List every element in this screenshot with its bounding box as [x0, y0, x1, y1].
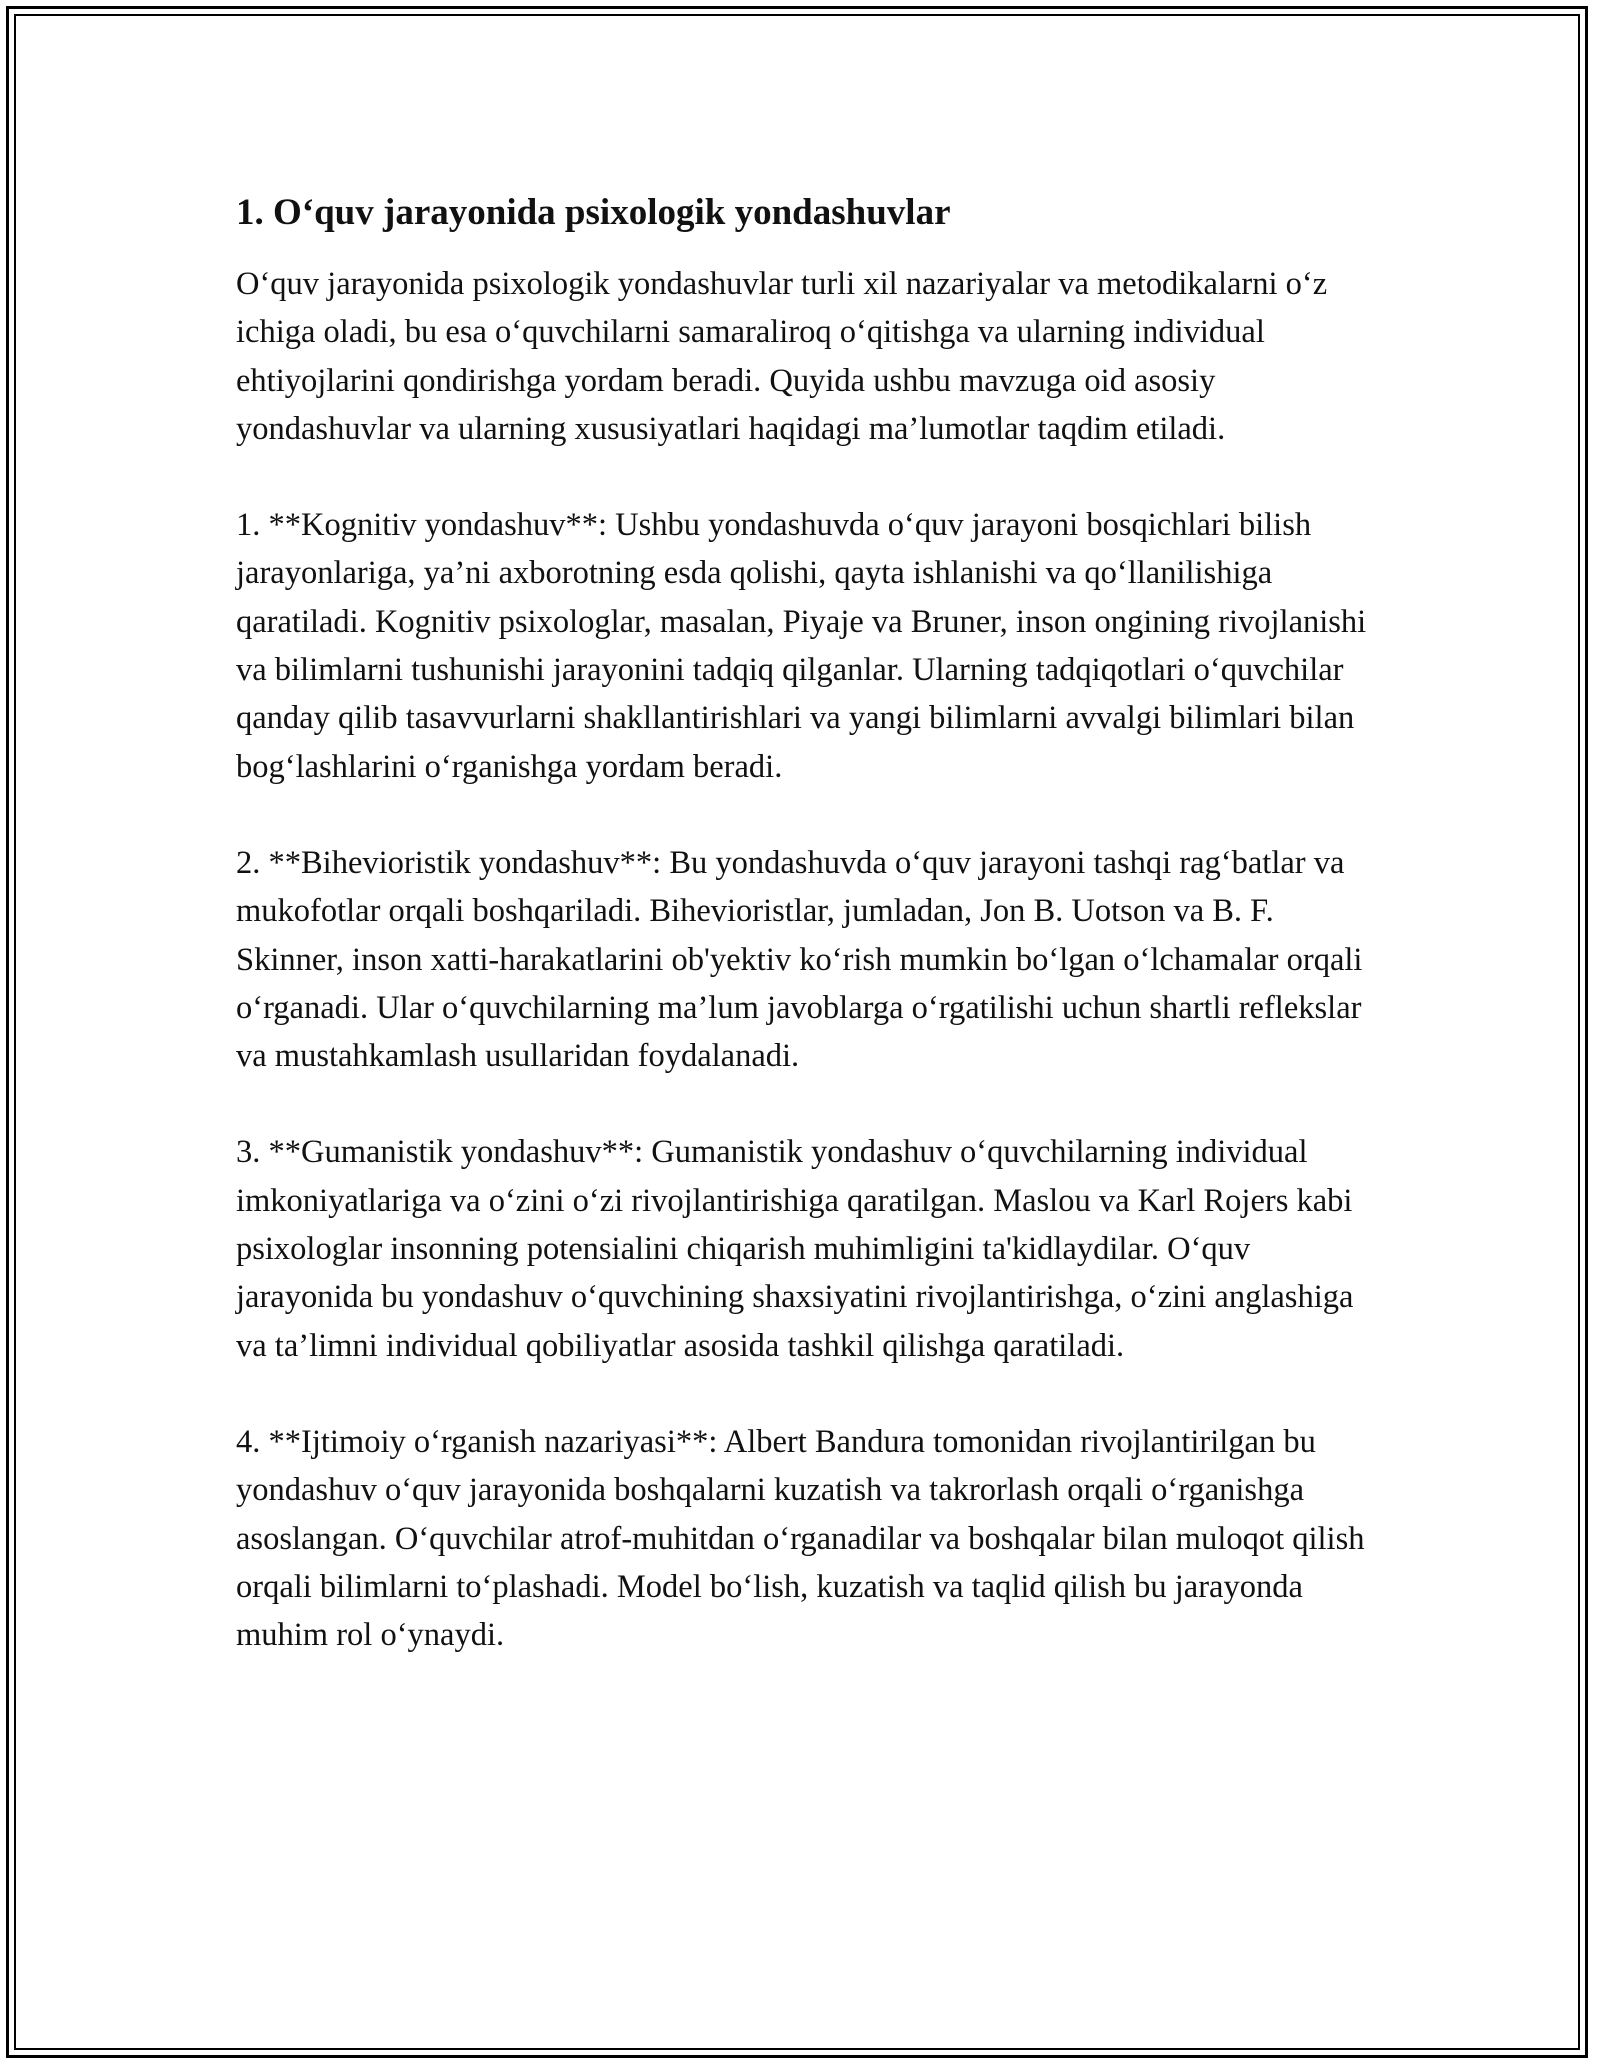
social-learning-theory-paragraph: 4. **Ijtimoiy o‘rganish nazariyasi**: Albert Bandura tomonidan rivojlantirilgan bu yondashuv o‘quv jarayonida boshqalarni kuzatish va takrorlash orqali o‘rganishga asoslangan. O‘quvchilar atrof-muhitdan o‘rganadilar va boshqalar bilan muloqot qilish orqali bilimlarni to‘plashadi. Model bo‘lish, kuzatish va taqlid qilish bu jarayonda muhim rol o‘ynaydi.: [236, 1423, 1365, 1654]
document-body: [236, 188, 1371, 1659]
cognitive-approach-paragraph: 1. **Kognitiv yondashuv**: Ushbu yondashuvda o‘quv jarayoni bosqichlari bilish jarayonlariga, ya’ni axborotning esda qolishi, qayta ishlanishi va qo‘llanilishiga qaratiladi. Kognitiv psixologlar, masalan, Piyaje va Bruner, inson ongining rivojlanishi va bilimlarni tushunishi jarayonini tadqiq qilganlar. Ularning tadqiqotlari o‘quvchilar qanday qilib tasavvurlarni shakllantirishlari va yangi bilimlarni avvalgi bilimlari bilan bog‘lashlarini o‘rganishga yordam beradi.: [236, 507, 1367, 785]
humanistic-approach-paragraph: 3. **Gumanistik yondashuv**: Gumanistik yondashuv o‘quvchilarning individual imkoniyatlariga va o‘zini o‘zi rivojlantirishiga qaratilgan. Maslou va Karl Rojers kabi psixologlar insonning potensialini chiqarish muhimligini ta'kidlaydilar. O‘quv jarayonida bu yondashuv o‘quvchining shaxsiyatini rivojlantirishga, o‘zini anglashiga va ta’limni individual qobiliyatlar asosida tashkil qilishga qaratiladi.: [236, 1134, 1354, 1364]
behaviorist-approach-paragraph: 2. **Bihevioristik yondashuv**: Bu yondashuvda o‘quv jarayoni tashqi rag‘batlar va mukofotlar orqali boshqariladi. Bihevioristlar, jumladan, Jon B. Uotson va B. F. Skinner, inson xatti-harakatlarini ob'yektiv ko‘rish mumkin bo‘lgan o‘lchamalar orqali o‘rganadi. Ular o‘quvchilarning ma’lum javoblarga o‘rgatilishi uchun shartli reflekslar va mustahkamlash usullaridan foydalanadi.: [236, 844, 1363, 1075]
section-title: 1. O‘quv jarayonida psixologik yondashuvlar: [236, 192, 951, 233]
intro-paragraph: O‘quv jarayonida psixologik yondashuvlar turli xil nazariyalar va metodikalarni o‘z ichiga oladi, bu esa o‘quvchilarni samaraliroq o‘qitishga va ularning individual ehtiyojlarini qondirishga yordam beradi. Quyida ushbu mavzuga oid asosiy yondashuvlar va ularning xususiyatlari haqidagi ma’lumotlar taqdim etiladi.: [236, 266, 1328, 447]
